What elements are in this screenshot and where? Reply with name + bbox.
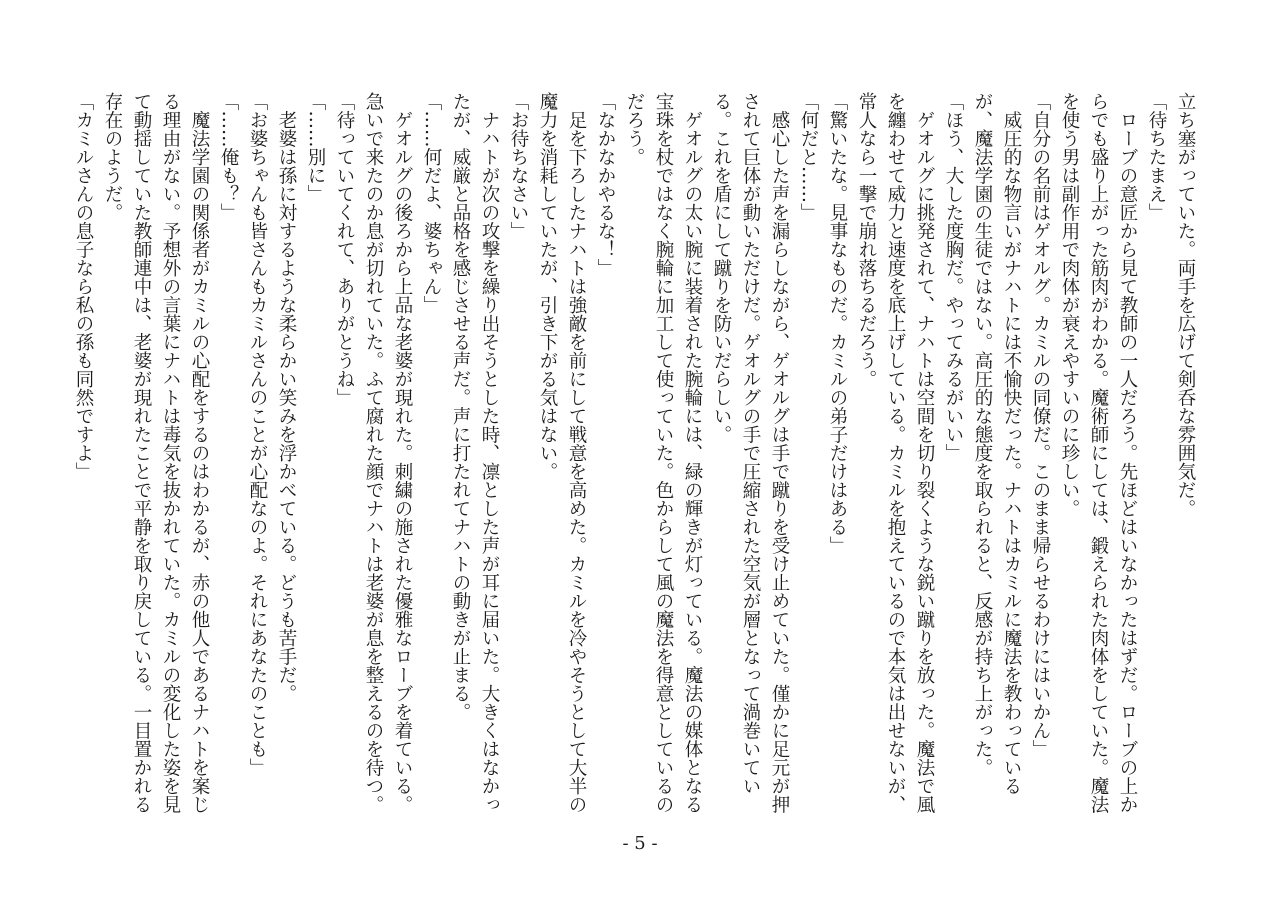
dialogue-line: 「……何だよ、婆ちゃん」 bbox=[421, 92, 442, 314]
dialogue-line: 「……別に」 bbox=[305, 92, 326, 203]
text-line: 威圧的な物言いがナハトには不愉快だった。ナハトはカミルに魔法を教わっているが、魔法学園の生徒ではない。高圧的な態度を取られると、反感が持ち上がった。 bbox=[972, 92, 1022, 795]
dialogue-line: 「待っていてくれて、ありがとうね」 bbox=[334, 92, 355, 407]
text-line: 魔法学園の関係者がカミルの心配をするのはわかるが、赤の他人であるナハトを案じる理由がない。予想外の言葉にナハトは毒気を抜かれていた。カミルの変化した姿を見て動揺していた教師連中は、老婆が現れたことで平静を取り戻している。一目置かれる存在のようだ。 bbox=[102, 92, 210, 814]
dialogue-line: 「何だと……」 bbox=[798, 92, 819, 222]
vertical-text-body bbox=[73, 92, 1200, 822]
dialogue-line: 「驚いたな。見事なものだ。カミルの弟子だけはある」 bbox=[827, 92, 848, 555]
text-line: ローブの意匠から見て教師の一人だろう。先ほどはいなかったはずだ。ローブの上からでも盛り上がった筋肉がわかる。魔術師にしては、鍛えられた肉体をしていた。魔法を使う男は副作用で肉体が衰えやすいのに珍しい。 bbox=[1059, 92, 1138, 814]
text-line: 老婆は孫に対するような柔らかい笑みを浮かべている。どうも苦手だ。 bbox=[276, 92, 297, 703]
dialogue-line: 「なかなかやるな！」 bbox=[595, 92, 616, 277]
dialogue-line: 「待ちたまえ」 bbox=[1146, 92, 1167, 222]
dialogue-line: 「……俺も？」 bbox=[218, 92, 239, 222]
text-line: 立ち塞がっていた。両手を広げて剣呑な雰囲気だ。 bbox=[1175, 92, 1196, 518]
text-line: ゲオルグに挑発されて、ナハトは空間を切り裂くような鋭い蹴りを放った。魔法で風を纏わせて威力と速度を底上げしている。カミルを抱えているので本気は出せないが、常人なら一撃で崩れ落ちるだろう。 bbox=[856, 92, 935, 814]
dialogue-line: 「お婆ちゃんも皆さんもカミルさんのことが心配なのよ。それにあなたのことも」 bbox=[247, 92, 268, 777]
text-line: ナハトが次の攻撃を繰り出そうとした時、凛とした声が耳に届いた。大きくはなかったが、威厳と品格を感じさせる声だ。声に打たれてナハトの動きが止まる。 bbox=[450, 92, 500, 814]
dialogue-line: 「ほう、大した度胸だ。やってみるがいい」 bbox=[943, 92, 964, 462]
dialogue-line: 「カミルさんの息子なら私の孫も同然ですよ」 bbox=[73, 92, 94, 481]
text-line: 足を下ろしたナハトは強敵を前にして戦意を高めた。カミルを冷やそうとして大半の魔力を消耗していたが、引き下がる気はない。 bbox=[537, 92, 587, 814]
dialogue-line: 「自分の名前はゲオルグ。カミルの同僚だ。このまま帰らせるわけにはいかん」 bbox=[1030, 92, 1051, 758]
dialogue-line: 「お待ちなさい」 bbox=[508, 92, 529, 240]
text-line: ゲオルグの後ろから上品な老婆が現れた。刺繍の施された優雅なローブを着ている。急いで来たのか息が切れていた。ふて腐れた顔でナハトは老婆が息を整えるのを待つ。 bbox=[363, 92, 413, 814]
text-line: ゲオルグの太い腕に装着された腕輪には、緑の輝きが灯っている。魔法の媒体となる宝珠を杖ではなく腕輪に加工して使っていた。色からして風の魔法を得意としているのだろう。 bbox=[624, 92, 703, 814]
text-line: 感心した声を漏らしながら、ゲオルグは手で蹴りを受け止めていた。僅かに足元が押されて巨体が動いただけだ。ゲオルグの手で圧縮された空気が層となって渦巻いている。これを盾にして蹴りを防いだらしい。 bbox=[711, 92, 790, 814]
page-number: - 5 - bbox=[622, 833, 658, 854]
